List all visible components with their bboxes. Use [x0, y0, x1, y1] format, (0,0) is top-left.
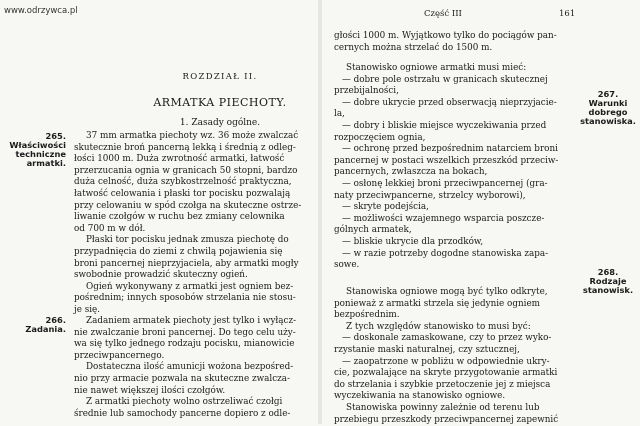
text-line: sowe. — [334, 260, 360, 271]
chapter-heading: ROZDZIAŁ II. — [182, 72, 258, 82]
text-line: pośrednim; innych sposobów strzelania nie stosu- — [74, 293, 296, 304]
text-line: pancernych, zwłaszcza na bokach, — [334, 167, 488, 178]
text-line: pancernej w postaci wszelkich przeszkód przeciw- — [334, 155, 559, 166]
text-line: naty przeciwpancerne, strzelcy wyborowi), — [334, 190, 526, 201]
section-heading: 1. Zasady ogólne. — [179, 118, 261, 128]
text-line: — skryte podejścia, — [342, 202, 429, 213]
text-line: — dobre pole ostrzału w granicach skutecznej — [342, 74, 548, 85]
chapter-title: ARMATKA PIECHOTY. — [153, 96, 287, 109]
text-line: — możliwości wzajemnego wsparcia poszcze- — [342, 213, 545, 224]
watermark: www.odrzywca.pl — [4, 6, 78, 16]
text-line: Ogień wykonywany z armatki jest ogniem bez- — [86, 281, 294, 292]
text-line: — zaopatrzone w pobliżu w odpowiednie ukry- — [342, 356, 550, 367]
text-line: skutecznie broń pancerną lekką i średnią z odleg- — [74, 142, 296, 153]
text-line: nie zwalczanie broni pancernej. Do tego celu uży- — [74, 327, 296, 338]
paragraph-block — [74, 316, 314, 420]
text-line: Stanowiska powinny zależnie od terenu lub — [346, 402, 540, 413]
text-line: la, — [334, 109, 345, 120]
text-line: ponieważ z armatki strzela się jedynie ogniem — [334, 298, 541, 309]
text-line: — ochronę przed bezpośrednim natarciem broni — [342, 144, 558, 155]
text-line: liwanie czołgów w ruchu bez zmiany celownika — [74, 212, 285, 223]
page-gutter — [318, 0, 322, 424]
text-line: Stanowiska ogniowe mogą być tylko odkryte, — [346, 287, 548, 297]
text-line: broni pancernej nieprzyjaciela, aby armatki mogły — [74, 258, 299, 269]
text-line: — bliskie ukrycie dla przodków, — [342, 236, 484, 247]
text-line: przebijalności, — [334, 86, 399, 97]
text-line: przy celowaniu w spód czołga na skuteczne ostrze- — [74, 200, 302, 211]
text-line: nio przy armacie pozwala na skuteczne zwalcza- — [74, 373, 290, 384]
text-line: Warunki — [588, 98, 628, 108]
text-line: rzystanie maski naturalnej, czy sztucznej, — [334, 344, 520, 355]
text-line: — doskonale zamaskowane, czy to przez wyko- — [342, 333, 552, 344]
paragraph-block — [334, 31, 574, 54]
text-line: Rodzaje — [589, 276, 627, 286]
text-line: armatki. — [26, 158, 66, 168]
text-line: przerzucania ognia w granicach 50 stopni, bardzo — [74, 165, 298, 176]
text-line: swobodnie prowadzić skuteczny ogień. — [74, 270, 248, 281]
paragraph-block — [334, 287, 574, 426]
text-line: stanowisk. — [582, 285, 634, 295]
text-line: cernych można strzelać do 1500 m. — [334, 42, 493, 53]
text-line: Dostateczna ilość amunicji wożona bezpośred- — [86, 362, 294, 373]
text-line: — osłonę lekkiej broni przeciwpancernej (gra- — [342, 178, 548, 189]
text-line: Zadaniem armatek piechoty jest tylko i wyłącz- — [86, 316, 297, 326]
text-line: — dobre ukrycie przed obserwacją nieprzyjacie- — [342, 97, 557, 108]
margin-note — [6, 316, 66, 334]
text-line: Z tych względów stanowisko to musi być: — [346, 321, 531, 332]
text-line: wa się tylko jednego rodzaju pocisku, mianowicie — [74, 339, 295, 350]
text-line: 266. — [45, 315, 66, 325]
margin-note — [578, 90, 638, 126]
text-line: Płaski tor pocisku jednak zmusza piechotę do — [86, 235, 289, 246]
text-line: stanowiska. — [580, 116, 636, 126]
page-number: 161 — [559, 9, 576, 19]
text-line: dobrego — [588, 107, 628, 117]
text-line: przebiegu przeszkody przeciwpancernej zapewnić — [334, 414, 559, 425]
text-line: średnie lub samochody pancerne dopiero z odle- — [74, 408, 291, 419]
text-line: cie, pozwalające na skryte przygotowanie armatki — [334, 368, 558, 379]
text-line: Stanowisko ogniowe armatki musi mieć: — [346, 63, 527, 73]
text-line: głości 1000 m. Wyjątkowo tylko do pociągów pan- — [334, 31, 557, 41]
running-header: Część III — [424, 9, 462, 19]
margin-note — [578, 268, 638, 295]
text-line: techniczne — [15, 149, 66, 159]
text-line: przeciwpancernego. — [74, 350, 165, 361]
text-line: przypadnięcia do ziemi z chwilą pojawienia się — [74, 246, 283, 257]
text-line: wyczekiwania na stanowisko ogniowe. — [334, 391, 506, 402]
text-line: rozpoczęciem ognia, — [334, 132, 426, 143]
text-line: łatwość celowania i płaski tor pocisku pozwalają — [74, 188, 291, 199]
text-line: Z armatki piechoty wolno ostrzeliwać czołgi — [86, 397, 283, 408]
text-line: bezpośrednim. — [334, 310, 400, 321]
text-line: — w razie potrzeby dogodne stanowiska zapa- — [342, 248, 549, 259]
text-line: do strzelania i szybkie przetoczenie jej z miejsca — [334, 379, 551, 390]
text-line: nie nawet większej ilości czołgów. — [74, 385, 226, 396]
margin-note — [6, 132, 66, 168]
text-line: — dobry i bliskie miejsce wyczekiwania przed — [342, 120, 547, 131]
text-line: łości 1000 m. Duża zwrotność armatki, łatwość — [74, 154, 285, 165]
paragraph-block — [74, 131, 314, 317]
text-line: Zadania. — [25, 324, 66, 334]
text-line: Właściwości — [9, 140, 66, 150]
text-line: od 700 m w dół. — [74, 223, 146, 234]
paragraph-block — [334, 63, 574, 272]
text-line: gólnych armatek, — [334, 225, 412, 236]
text-line: 265. — [45, 131, 66, 141]
text-line: 37 mm armatka piechoty wz. 36 może zwalczać — [86, 131, 299, 141]
text-line: 268. — [597, 267, 619, 277]
text-line: je się. — [74, 304, 101, 315]
text-line: duża celność, duża szybkostrzelność praktyczna, — [74, 177, 292, 188]
text-line: 267. — [597, 89, 619, 99]
